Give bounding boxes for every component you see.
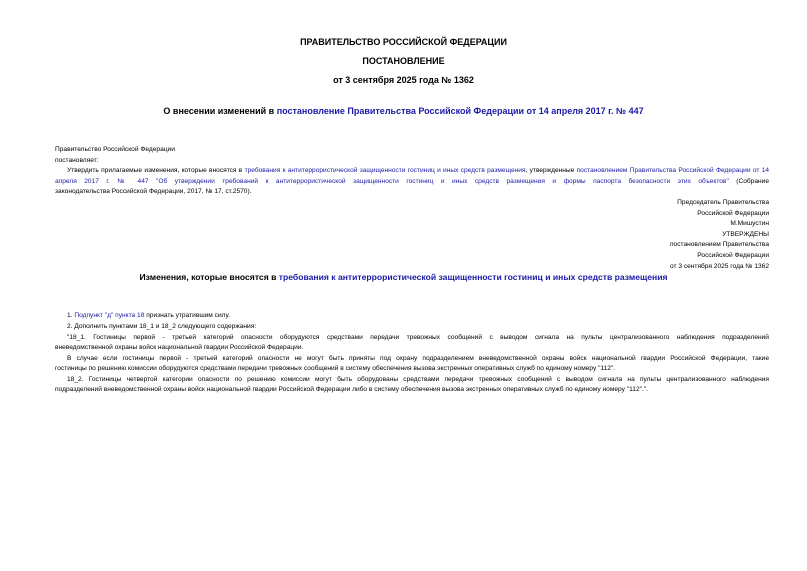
point-18-1-line-1: "18_1. Гостиницы первой - третьей категорий опасности оборудуются средствами передачи тревожных сообщений с выводом сигнала на пульты централизованного наблюдения подразделений bbox=[67, 334, 769, 341]
doc-type: ПОСТАНОВЛЕНИЕ bbox=[362, 56, 445, 66]
intro-paragraph-end: законодательства Российской Федерации, 2017, № 17, ст.2570). bbox=[55, 188, 252, 195]
point-18-1-case-line-1: В случае если гостиницы первой - третьей категорий опасности не могут быть приняты под охрану подразделением вневедомственной охраны войск национальной гвардии Российской Федерации, такие bbox=[67, 355, 769, 362]
signature-org: Российской Федерации bbox=[697, 209, 769, 217]
p1-text-a: Утвердить прилагаемые изменения, которые вносятся в bbox=[67, 167, 245, 174]
change-item-2: 2. Дополнить пунктами 18_1 и 18_2 следующего содержания: bbox=[67, 323, 257, 330]
intro-line-2: постановляет: bbox=[55, 157, 99, 164]
intro-line-1: Правительство Российской Федерации bbox=[55, 146, 175, 153]
p1-text-b: , утвержденные bbox=[525, 167, 577, 174]
signature-block bbox=[670, 198, 769, 272]
resolution-link-b[interactable]: Федерации от 14 апреля 2017 г. № 447 "Об утверждении требований к антитеррористической защищенности гостиниц и иных средств размещения и формы паспорта безопасности этих объектов" bbox=[55, 167, 769, 185]
approved-org: Российской Федерации bbox=[697, 251, 769, 259]
point-18-2-line-1: 18_2. Гостиницы четвертой категории опасности по решению комиссии могут быть оборудованы средствами передачи тревожных сообщений с выводом сигнала на пульты централизованного наблюдения bbox=[67, 376, 769, 383]
point-18-2-line-2: подразделений вневедомственной охраны войск национальной гвардии Российской Федерации либо в систему обеспечения вызова экстренных оперативных служб по единому номеру "112".". bbox=[55, 386, 648, 393]
changes-title-prefix: Изменения, которые вносятся в bbox=[139, 272, 279, 282]
point-18-1-case-line-2: гостиницы по решению комиссии оборудуются средствами передачи тревожных сообщений в систему обеспечения вызова экстренных оперативных служб по единому номеру "112". bbox=[55, 365, 616, 372]
subitem-link[interactable]: Подпункт "д" пункта 18 bbox=[74, 312, 145, 319]
item1-text: признать утратившим силу. bbox=[144, 312, 230, 319]
requirements-link[interactable]: требования к антитеррористической защищенности гостиниц и иных средств размещения bbox=[244, 167, 526, 174]
signature-name: М.Мишустин bbox=[730, 220, 769, 228]
item1-number: 1. bbox=[67, 312, 75, 319]
approved-by: постановлением Правительства bbox=[669, 241, 769, 249]
signature-title: Председатель Правительства bbox=[677, 199, 769, 206]
changes-title bbox=[0, 272, 807, 282]
resolution-link-a[interactable]: постановлением Правительства Российской bbox=[576, 167, 714, 174]
document-title bbox=[0, 106, 807, 116]
p1-text-c: (Собрание bbox=[728, 177, 769, 185]
title-prefix: О внесении изменений в bbox=[163, 106, 277, 116]
government-header: ПРАВИТЕЛЬСТВО РОССИЙСКОЙ ФЕДЕРАЦИИ bbox=[300, 37, 507, 47]
title-link[interactable]: постановление Правительства Российской Федерации от 14 апреля 2017 г. № 447 bbox=[276, 106, 644, 116]
date-number: от 3 сентября 2025 года № 1362 bbox=[333, 75, 474, 85]
changes-title-link[interactable]: требования к антитеррористической защищенности гостиниц и иных средств размещения bbox=[278, 272, 668, 282]
change-item-1 bbox=[55, 311, 769, 322]
point-18-1-line-2: вневедомственной охраны войск национальной гвардии Российской Федерации. bbox=[55, 344, 304, 351]
approved-date: от 3 сентября 2025 года № 1362 bbox=[669, 262, 769, 270]
intro-paragraph bbox=[55, 166, 769, 187]
approved-label: УТВЕРЖДЕНЫ bbox=[722, 230, 769, 238]
